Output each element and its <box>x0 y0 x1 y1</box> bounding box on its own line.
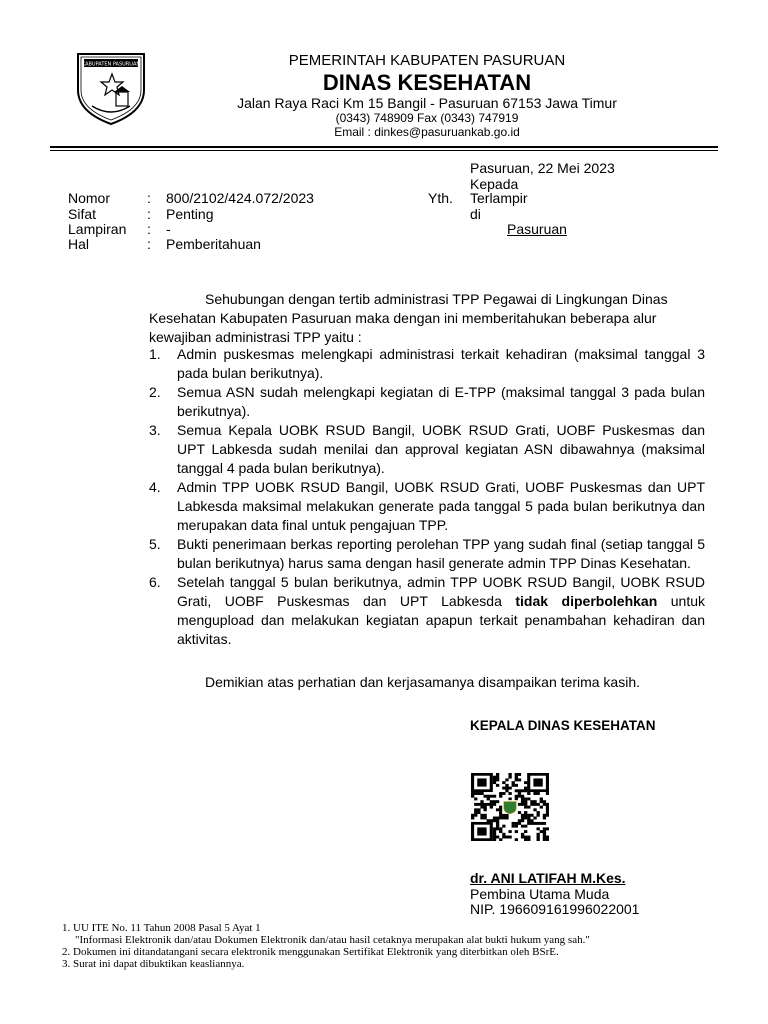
office-phone: (0343) 748909 Fax (0343) 747919 <box>335 111 519 125</box>
list-item-text: Bukti penerimaan berkas reporting perolehan TPP yang sudah final (setiap tanggal 5 bulan berikutnya) harus sama dengan hasil generate admin TPP Dinas Kesehatan. <box>177 536 705 571</box>
letterhead-rule <box>50 146 718 148</box>
list-item-text: Semua ASN sudah melengkapi kegiatan di E-TPP (maksimal tanggal 3 pada bulan berikutnya). <box>177 384 705 419</box>
list-item-text: Semua Kepala UOBK RSUD Bangil, UOBK RSUD Grati, UOBF Puskesmas dan UPT Labkesda sudah menilai dan approval kegiatan ASN dibawahnya (maksimal tanggal 4 pada bulan berikutnya). <box>177 422 705 476</box>
list-item-number: 3. <box>149 422 161 438</box>
signatory-name: dr. ANI LATIFAH M.Kes. <box>470 870 626 886</box>
signature-title: KEPALA DINAS KESEHATAN <box>470 718 656 733</box>
meta-label-nomor: Nomor <box>68 190 111 206</box>
list-item <box>149 573 705 649</box>
meta-value-sifat: Penting <box>166 206 214 222</box>
recipient-name: Terlampir <box>470 190 528 206</box>
list-item-number: 1. <box>149 346 161 362</box>
list-item <box>149 345 705 383</box>
footnote-3: 3. Surat ini dapat dibuktikan keasliannya. <box>62 958 245 970</box>
regency-logo <box>72 46 150 126</box>
list-item <box>149 535 705 573</box>
meta-sep: : <box>147 236 151 252</box>
recipient-city: Pasuruan <box>507 221 567 237</box>
footnote-1-quote: "Informasi Elektronik dan/atau Dokumen Elektronik dan/atau hasil cetaknya merupakan alat bukti hukum yang sah." <box>75 934 590 946</box>
meta-value-nomor: 800/2102/424.072/2023 <box>166 190 314 206</box>
list-item-number: 6. <box>149 574 161 590</box>
list-item-text-bold: tidak diperbolehkan <box>515 593 658 609</box>
meta-label-hal: Hal <box>68 236 90 252</box>
meta-label-sifat: Sifat <box>68 206 97 222</box>
obligation-list <box>149 345 705 649</box>
list-item-text-before: Setelah tanggal 5 bulan berikutnya, admin TPP UOBK RSUD Bangil, UOBK RSUD Grati, UOBF Puskesmas dan UPT Labkesda <box>177 574 705 609</box>
recipient-di: di <box>470 206 481 222</box>
meta-sep: : <box>147 190 151 206</box>
signatory-nip: NIP. 196609161996022001 <box>470 901 640 917</box>
list-item-text: Admin TPP UOBK RSUD Bangil, UOBK RSUD Grati, UOBF Puskesmas dan UPT Labkesda maksimal melakukan generate pada tanggal 5 pada bulan berikutnya dan merupakan data final untuk pengajuan TPP. <box>177 479 705 533</box>
meta-sep: : <box>147 221 151 237</box>
list-item-number: 4. <box>149 479 161 495</box>
list-item-number: 2. <box>149 384 161 400</box>
list-item-number: 5. <box>149 536 161 552</box>
list-item <box>149 478 705 535</box>
meta-value-lampiran: - <box>166 221 171 237</box>
meta-label-lampiran: Lampiran <box>68 221 127 237</box>
recipient-yth: Yth. <box>428 190 453 206</box>
office-address: Jalan Raya Raci Km 15 Bangil - Pasuruan 67153 Jawa Timur <box>237 95 617 111</box>
intro-paragraph <box>149 290 705 347</box>
recipient-to-label: Kepada <box>470 176 519 192</box>
date-place: Pasuruan, 22 Mei 2023 <box>470 160 615 176</box>
logo-text: KABUPATEN PASURUAN <box>81 61 141 68</box>
list-item-text-after: untuk mengupload dan melakukan kegiatan apapun terkait penambahan kehadiran dan aktivitas. <box>177 593 706 647</box>
closing-text: Demikian atas perhatian dan kerjasamanya disampaikan terima kasih. <box>205 674 640 690</box>
meta-sep: : <box>147 206 151 222</box>
footnote-2: 2. Dokumen ini ditandatangani secara elektronik menggunakan Sertifikat Elektronik yang diterbitkan oleh BSrE. <box>62 946 559 958</box>
intro-text: Sehubungan dengan tertib administrasi TPP Pegawai di Lingkungan Dinas Kesehatan Kabupaten Pasuruan maka dengan ini memberitahukan beberapa alur kewajiban administrasi TPP yaitu : <box>149 291 668 345</box>
qr-code <box>471 773 549 841</box>
department-name: DINAS KESEHATAN <box>322 70 532 95</box>
letterhead-rule-thin <box>50 150 718 151</box>
list-item-text: Admin puskesmas melengkapi administrasi terkait kehadiran (maksimal tanggal 3 pada bulan berikutnya). <box>177 346 705 381</box>
signatory-rank: Pembina Utama Muda <box>470 886 610 902</box>
office-email: Email : dinkes@pasuruankab.go.id <box>334 125 520 139</box>
list-item <box>149 383 705 421</box>
footnote-1: 1. UU ITE No. 11 Tahun 2008 Pasal 5 Ayat 1 <box>62 922 261 934</box>
government-name: PEMERINTAH KABUPATEN PASURUAN <box>288 52 566 69</box>
list-item <box>149 421 705 478</box>
meta-value-hal: Pemberitahuan <box>166 236 261 252</box>
